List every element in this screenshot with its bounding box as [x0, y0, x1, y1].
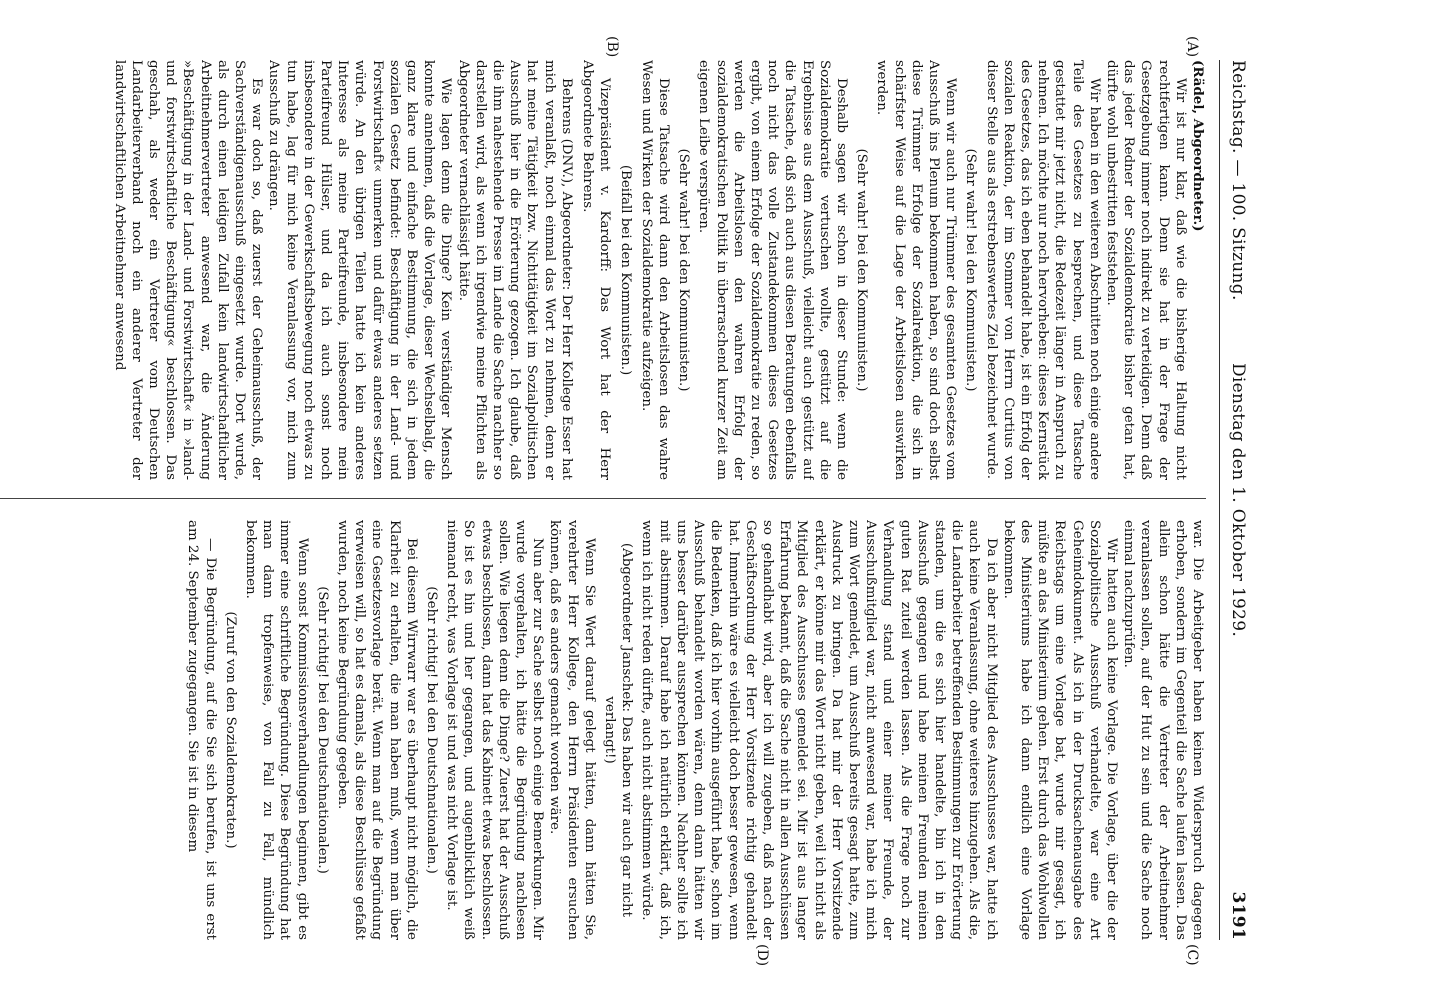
paragraph: Bei diesem Wirrwarr war es überhaupt nicht möglich, die Klarheit zu erhalten, die man haben muß, wenn man über eine Gesetzesvorlage berät. Wenn man auf die Begründung verweisen will, so hat es damals, als diese Beschlüsse gefaßt wurden, noch keine Begründung gegeben.: [335, 520, 419, 940]
margin-marker-b: (B): [604, 36, 620, 58]
paragraph: Vizepräsident v. Kardorff: Das Wort hat der Herr Abgeordnete Behrens.: [580, 60, 613, 480]
paragraph: Deshalb sagen wir schon in dieser Stunde: wenn die Sozialdemokratie vertuschen wollte, gestützt auf die Ergebnisse aus dem Ausschuß, vielleicht auch gestützt auf die Tatsache, daß sich auch aus diesen Beratungen ebenfalls noch nicht das volle Zustandekommen dieses Gesetzes ergibt, von einem Erfolge der Sozialdemokratie zu reden, so werden die Arbeitslosen den wahren Erfolg der sozialdemokratischen Politik in überraschend kurzer Zeit am eigenen Leibe verspüren.: [696, 60, 849, 480]
left-column: [0, 60, 1206, 480]
paragraph: Da ich aber nicht Mitglied des Ausschusses war, hatte ich auch keine Veranlassung, ohne weiteres hinzugehen. Als die, die Landarbeiter betreffenden Bestimmungen zur Erörterung standen, um die es sich hier handelte, bin ich in den Ausschuß gegangen und habe meinen Freunden meinen guten Rat zuteil werden lassen. Als die Frage noch zur Verhandlung stand und einer meiner Freunde, der Ausschußmitglied war, nicht anwesend war, habe ich mich zum Wort gemeldet, um Ausschuß bereits gesagt hatte, zum Ausdruck zu bringen. Da hat mir der Herr Vorsitzende erklärt, er könne mir das Wort nicht geben, weil ich nicht als Mitglied des Ausschusses gemeldet sei. Mir ist aus langer Erfahrung bekannt, daß die Sache nicht in allen Ausschüssen so gehandhabt wird, aber ich will zugeben, daß nach der Geschäftsordnung der Herr Vorsitzende richtig gehandelt hat. Immerhin wäre es vielleicht doch besser gewesen, wenn die Bedenken, daß ich hier vorhin ausgeführt habe, schon im Ausschuß behandelt worden wären, denn dann hätten wir uns besser darüber aussprechen können. Nachher sollte ich mit abstimmen. Darauf habe ich natürlich erklärt, daß ich, wenn ich nicht reden dürfte, auch nicht abstimmen würde.: [639, 520, 999, 940]
margin-marker-d: (D): [754, 944, 770, 967]
paragraph: (Sehr richtig! bei den Deutschnationalen.): [314, 586, 330, 874]
paragraph: Wir hatten auch keine Vorlage. Die Vorlage, über die der Sozialpolitische Ausschuß verhandelte, war eine Art Geheimdokument. Als ich in der Drucksachenausgabe des Reichstags um eine Vorlage bat, wurde mir gesagt, ich müßte an das Ministerium gehen. Erst durch das Wohlwollen des Ministeriums habe ich dann endlich eine Vorlage bekommen.: [1000, 520, 1119, 940]
right-column: [0, 520, 1206, 940]
paragraph: (Abgeordneter Janschek: Das haben wir auch gar nicht verlangt!): [602, 542, 635, 918]
paragraph: (Sehr wahr! bei den Kommunisten.): [963, 148, 979, 392]
paragraph: (Sehr wahr! bei den Kommunisten.): [854, 148, 870, 392]
paragraph: Wenn Sie Wert darauf gelegt hätten, dann hätten Sie, verehrter Herr Kollege, den Herrn Präsidenten ersuchen können, daß es anders gemacht worden wäre.: [547, 520, 597, 940]
paragraph: Diese Tatsache wird dann den Arbeitslosen das wahre Wesen und Wirken der Sozialdemokratie aufzeigen.: [638, 60, 671, 480]
paragraph: Wie lagen denn die Dinge? Kein verständiger Mensch konnte annehmen, daß die Vorlage, dieser Wechselbalg, die ganz klare und einfache Bestimmung, die sich in jedem sozialen Gesetz befindet: Beschäftigung in der Land- und Forstwirtschaft« unmerken und dafür etwas anderes setzen würde. An den übrigen Teilen hatte ich kein anderes Interesse als meine Parteifreunde, insbesondere mein Parteifreund Hülser, und da ich auch sonst noch insbesondere in der Gewerkschaftsbewegung noch etwas zu tun habe, lag für mich keine Veranlassung vor, mich zum Ausschuß zu drängen.: [266, 60, 454, 480]
paragraph: Behrens (DNV.), Abgeordneter: Der Herr Kollege Esser hat mich veranlaßt, noch einmal das Wort zu nehmen, denn er hat meine Tätigkeit bzw. Nichttätigkeit im Sozialpolitischen Ausschuß hier in die Erörterung gezogen. Ich glaube, daß die ihm nahestehende Presse im Lande die Sache nachher so darstellen wird, als wenn ich irgendwie meine Pflichten als Abgeordneter vernachlässigt hätte.: [455, 60, 574, 480]
header-session: Reichstag. — 100. Sitzung.: [1228, 60, 1248, 301]
paragraph: Wenn sonst Kommissionsverhandlungen beginnen, gibt es immer eine schriftliche Begründung. Diese Begründung hat man dann tropfenweise, von Fall zu Fall, mündlich bekommen.: [243, 520, 310, 940]
paragraph: war. Die Arbeitgeber haben keinen Widerspruch dagegen erhoben, sondern im Gegenteil die Sache laufen lassen. Das allein schon hätte die Vertreter der Arbeitnehmer veranlassen sollen, auf der Hut zu sein und die Sache noch einmal nachzuprüfen.: [1121, 520, 1205, 940]
paragraph: Nun aber zur Sache selbst noch einige Bemerkungen. Mir wurde vorgehalten, ich hätte die Begründung nachlesen sollen. Wie liegen denn die Dinge? Zuerst hat der Ausschuß etwas beschlossen, dann hat das Kabinett etwas beschlossen. So ist es hin und her gegangen, und augenblicklich weiß niemand recht, was Vorlage ist und was nicht Vorlage ist.: [444, 520, 546, 940]
paragraph: (Beifall bei den Kommunisten.): [618, 164, 634, 376]
paragraph: Wenn wir auch nur Trümmer des gesamten Gesetzes vom Ausschuß ins Plenum bekommen haben, so sind doch selbst diese Trümmer Erfolge der Sozialreaktion, die sich in schärfster Weise auf die Lage der Arbeitslosen auswirken werden.: [874, 60, 959, 480]
header-rule: [1219, 60, 1220, 940]
paragraph: (Sehr richtig! bei den Deutschnationalen.): [424, 586, 440, 874]
paragraph: (Sehr wahr! bei den Kommunisten.): [676, 148, 692, 392]
paragraph: Es war doch so, daß zuerst der Geheimausschuß, der Sachverständigenausschuß eingesetzt wurde. Dort wurde, als durch einen leidigen Zufall kein landwirtschaftlicher Arbeitnehmervertreter anwesend war, die Änderung »Beschäftigung in der Land- und Forstwirtschaft« in »land- und forstwirtschaftliche Beschäftigung« beschlossen. Das geschah, als weder ein Vertreter vom Deutschen Landarbeiterverband noch ein anderer Vertreter der landwirtschaftlichen Arbeitnehmer anwesend: [111, 60, 265, 480]
paragraph: Wir haben in den weiteren Abschnitten noch einige andere Teile des Gesetzes zu besprechen, und diese Tatsache gestattet mir jetzt nicht, die Redezeit länger in Anspruch zu nehmen. Ich möchte nur noch hervorheben: dieses Kernstück des Gesetzes, das ich eben behandelt habe, ist ein Erfolg der sozialen Reaktion, der im Sommer von Herrn Curtius von dieser Stelle aus als erstrebenswertes Ziel bezeichnet wurde.: [983, 60, 1102, 480]
paragraph: Wir ist nur klar, daß wie die bisherige Haltung nicht rechtfertigen kann. Denn sie hat in der Frage der Gesetzgebung immer noch indirekt zu verteidigen. Denn daß das jeder Redner der Sozialdemokratie bisher getan hat, dürfte wohl unbestritten feststehen.: [1103, 60, 1188, 480]
paragraph: (Rädel, Abgeordneter.): [1190, 60, 1206, 232]
margin-marker-a: (A): [1184, 36, 1200, 58]
margin-marker-c: (C): [1184, 944, 1200, 966]
column-divider: [0, 498, 1206, 499]
paragraph: (Zuruf von den Sozialdemokraten.): [222, 611, 238, 849]
page-number: 3191: [1228, 891, 1248, 940]
paragraph: — Die Begründung, auf die Sie sich berufen, ist uns erst am 24. September zugegangen. Sie ist in diesem: [185, 520, 218, 940]
page-header: [1224, 60, 1254, 940]
header-date: Dienstag den 1. Oktober 1929.: [1228, 362, 1248, 638]
